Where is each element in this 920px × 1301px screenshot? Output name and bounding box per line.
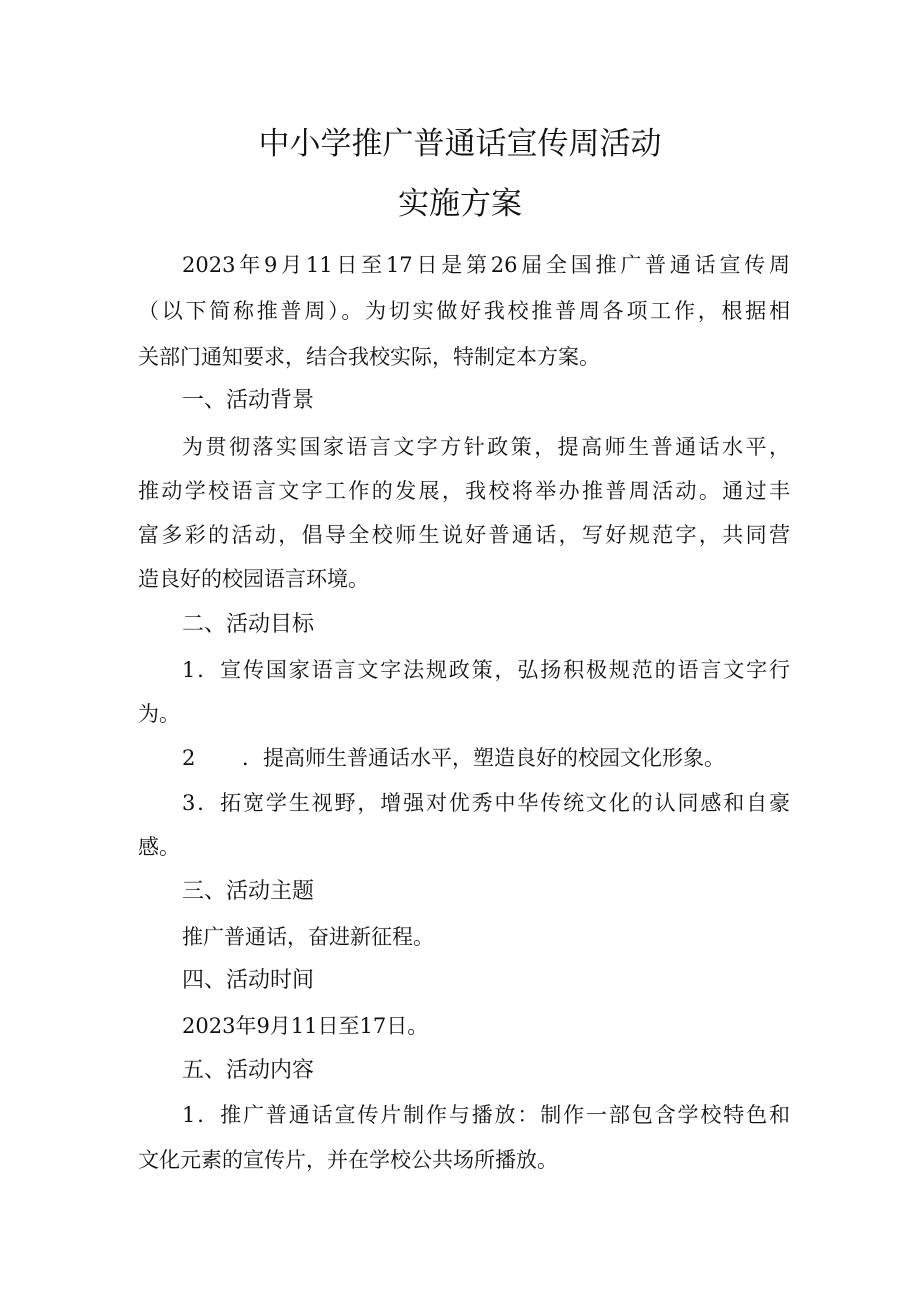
section-heading-content: 五、活动内容 [182,1058,315,1083]
goal-item-2-number: 2 [182,746,196,770]
content-item-1-line-1: 1．推广普通话宣传片制作与播放：制作一部包含学校特色和 [182,1103,790,1127]
document-subtitle: 实施方案 [398,186,522,222]
goal-item-3-line-2: 感。 [138,835,180,859]
goal-item-1-line-2: 为。 [138,702,180,726]
theme-text: 推广普通话，奋进新征程。 [182,925,434,949]
section-heading-background: 一、活动背景 [182,388,315,413]
intro-line-2: （以下简称推普周）。为切实做好我校推普周各项工作，根据相 [138,299,790,323]
goal-item-3-line-1: 3．拓宽学生视野，增强对优秀中华传统文化的认同感和自豪 [182,791,790,815]
background-line-4: 造良好的校园语言环境。 [138,567,369,591]
content-item-1-line-2: 文化元素的宣传片，并在学校公共场所播放。 [138,1148,558,1172]
intro-line-3: 关部门通知要求，结合我校实际，特制定本方案。 [138,345,600,369]
section-heading-theme: 三、活动主题 [182,879,315,904]
section-heading-goals: 二、活动目标 [182,612,315,637]
goal-item-2-text: ．提高师生普通话水平，塑造良好的校园文化形象。 [242,746,725,770]
goal-item-1-line-1: 1．宣传国家语言文字法规政策，弘扬积极规范的语言文字行 [182,658,790,682]
background-line-2: 推动学校语言文字工作的发展，我校将举办推普周活动。通过丰 [138,479,790,503]
background-line-3: 富多彩的活动，倡导全校师生说好普通话，写好规范字，共同营 [138,523,790,547]
background-line-1: 为贯彻落实国家语言文字方针政策，提高师生普通话水平， [182,435,790,459]
time-text: 2023年9月11日至17日。 [182,1014,429,1038]
intro-line-1: 2023年9月11日至17日是第26届全国推广普通话宣传周 [182,253,790,277]
section-heading-time: 四、活动时间 [182,968,315,993]
document-title: 中小学推广普通话宣传周活动 [258,126,662,162]
